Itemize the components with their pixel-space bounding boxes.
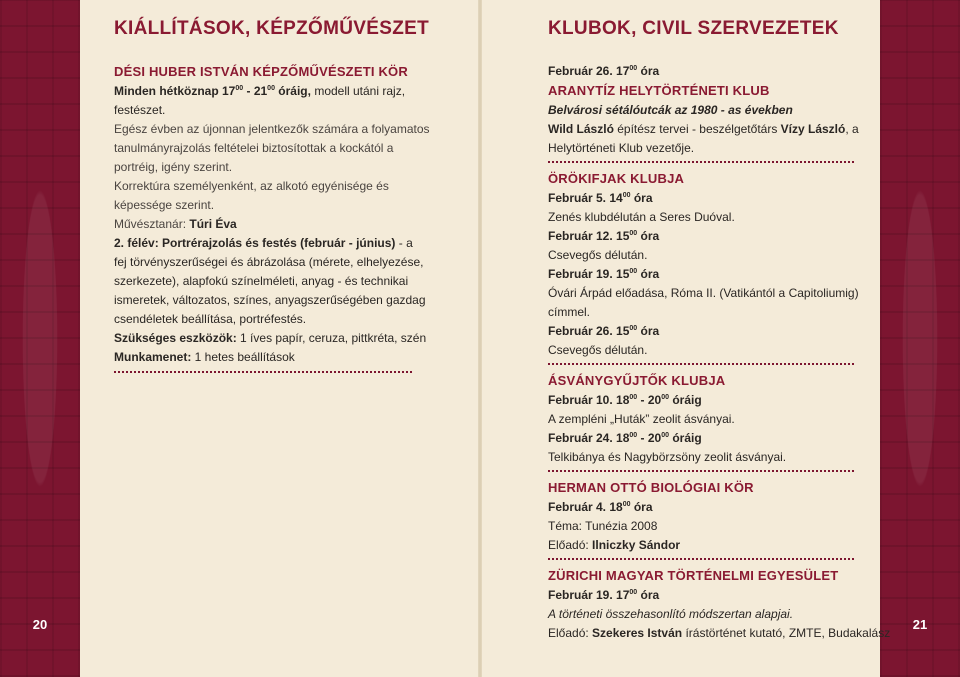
page-number-left: 20 bbox=[32, 617, 48, 632]
org-title-asvanygyujtok: ÁSVÁNYGYŰJTŐK KLUBJA bbox=[548, 373, 726, 388]
right-article bbox=[548, 62, 891, 643]
section-title-exhibitions: KIÁLLÍTÁSOK, KÉPZŐMŰVÉSZET bbox=[114, 18, 429, 39]
event-description: A zempléni „Huták” zeolit ásványai. bbox=[548, 412, 735, 426]
schedule-method-line: Munkamenet: 1 hetes beállítások bbox=[114, 350, 295, 364]
event-description: Csevegős délután. bbox=[548, 343, 648, 357]
org-title-orokifjak: ÖRÖKIFJAK KLUBJA bbox=[548, 171, 685, 186]
org-title-herman-otto: HERMAN OTTÓ BIOLÓGIAI KÖR bbox=[548, 480, 754, 495]
left-article bbox=[114, 62, 430, 373]
org-title-aranytiz: ARANYTÍZ HELYTÖRTÉNETI KLUB bbox=[548, 83, 770, 98]
dotted-separator bbox=[548, 161, 854, 163]
body-line: festészet. bbox=[114, 103, 166, 117]
dotted-separator bbox=[114, 371, 412, 373]
club-title: DÉSI HUBER ISTVÁN KÉPZŐMŰVÉSZETI KÖR bbox=[114, 64, 408, 79]
body-line: portréig, igény szerint. bbox=[114, 160, 233, 174]
event-date: Február 4. $18^{00}$ óra bbox=[548, 500, 653, 514]
event-description: Helytörténeti Klub vezetője. bbox=[548, 141, 695, 155]
speaker-line: Előadó: Ilniczky Sándor bbox=[548, 538, 681, 552]
tools-line: Szükséges eszközök: 1 íves papír, ceruza, pittkréta, szén bbox=[114, 331, 427, 345]
event-description: Wild László építész tervei - beszélgetőtárs Vízy László, a bbox=[548, 122, 859, 136]
schedule-line: Minden hétköznap $17^{00} - 21^{00}$ óráig, modell utáni rajz, bbox=[114, 84, 406, 98]
section-title-clubs: KLUBOK, CIVIL SZERVEZETEK bbox=[548, 18, 839, 39]
dotted-separator bbox=[548, 363, 854, 365]
left-decorative-band bbox=[0, 0, 80, 677]
event-description: Óvári Árpád előadása, Róma II. (Vatikántól a Capitoliumig) bbox=[548, 286, 859, 300]
event-date: Február 19. $17^{00}$ óra bbox=[548, 588, 660, 602]
event-date: Február 5. $14^{00}$ óra bbox=[548, 191, 653, 205]
event-date: Február 19. $15^{00}$ óra bbox=[548, 267, 660, 281]
body-line: ismeretek, változatos, színes, anyagszerűségében gazdag bbox=[114, 293, 426, 307]
body-line: Egész évben az újonnan jelentkezők számára a folyamatos bbox=[114, 122, 430, 136]
event-date: Február 24. $18^{00} - 20^{00}$ óráig bbox=[548, 431, 702, 445]
org-title-zurichi: ZÜRICHI MAGYAR TÖRTÉNELMI EGYESÜLET bbox=[548, 568, 839, 583]
dotted-separator bbox=[548, 470, 854, 472]
body-line: csendéletek beállítása, portréfestés. bbox=[114, 312, 307, 326]
event-description: Telkibánya és Nagybörzsöny zeolit ásványai. bbox=[548, 450, 787, 464]
speaker-line: Előadó: Szekeres István írástörténet kutató, ZMTE, Budakalász bbox=[548, 626, 891, 640]
event-date: Február 10. $18^{00} - 20^{00}$ óráig bbox=[548, 393, 702, 407]
right-decorative-band bbox=[880, 0, 960, 677]
page-number-right: 21 bbox=[912, 617, 928, 632]
event-description: címmel. bbox=[548, 305, 590, 319]
body-line: tanulmányrajzolás feltételei biztosítottak a kockától a bbox=[114, 141, 394, 155]
body-line: fej törvényszerűségei és ábrázolása (mérete, elhelyezése, bbox=[114, 255, 424, 269]
body-line: szerkezete), alapfokú színelméleti, anyag - és technikai bbox=[114, 274, 409, 288]
semester-line: 2. félév: Portrérajzolás és festés (február - június) - a bbox=[114, 236, 413, 250]
event-description: Zenés klubdélután a Seres Duóval. bbox=[548, 210, 735, 224]
event-description: Csevegős délután. bbox=[548, 248, 648, 262]
dotted-separator bbox=[548, 558, 854, 560]
event-description: A történeti összehasonlító módszertan alapjai. bbox=[548, 607, 794, 621]
event-date: Február 26. $15^{00}$ óra bbox=[548, 324, 660, 338]
body-line: Korrektúra személyenként, az alkotó egyénisége és bbox=[114, 179, 389, 193]
event-subtitle: Belvárosi sétálóutcák az 1980 - as években bbox=[548, 103, 793, 117]
event-date: Február 26. $17^{00}$ óra bbox=[548, 64, 660, 78]
event-date: Február 12. $15^{00}$ óra bbox=[548, 229, 660, 243]
event-description: Téma: Tunézia 2008 bbox=[548, 519, 658, 533]
body-line: képessége szerint. bbox=[114, 198, 215, 212]
teacher-line: Művésztanár: Túri Éva bbox=[114, 217, 237, 231]
